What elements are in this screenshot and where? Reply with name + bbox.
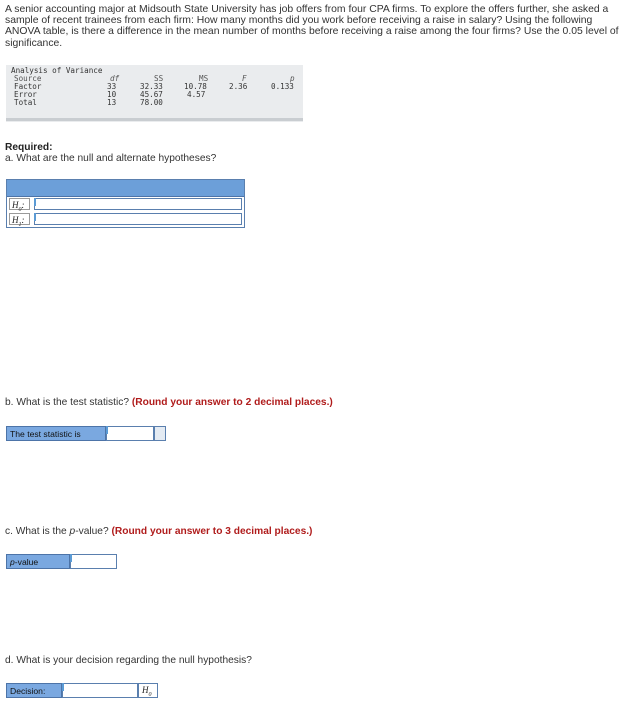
anova-row-error — [6, 90, 303, 98]
hypotheses-table-header — [7, 180, 244, 197]
p-value-label-suffix: -value — [14, 557, 39, 567]
question-c-note: (Round your answer to 3 decimal places.) — [111, 526, 313, 537]
question-a: a. What are the null and alternate hypotheses? — [5, 153, 217, 164]
anova-table — [6, 65, 303, 122]
header-df: df — [110, 74, 120, 83]
p-value-label-italic: p — [10, 557, 15, 567]
decision-h0-label — [138, 683, 158, 698]
cell-ss: 45.67 — [140, 90, 163, 99]
anova-header-row — [6, 74, 303, 82]
anova-title: Analysis of Variance — [11, 66, 103, 75]
header-ms: MS — [199, 74, 209, 83]
decision-select[interactable] — [62, 683, 138, 698]
cell-source: Error — [14, 90, 37, 99]
test-statistic-label: The test statistic is — [6, 426, 106, 441]
h1-row — [7, 212, 244, 226]
question-c-suffix: -value? — [75, 526, 109, 537]
decision-h-subscript: 0 — [148, 691, 152, 698]
header-p: p — [290, 74, 295, 83]
h1-letter: H — [12, 215, 19, 225]
required-heading: Required: — [5, 142, 53, 153]
cell-ms: 4.57 — [187, 90, 206, 99]
question-d: d. What is your decision regarding the null hypothesis? — [5, 655, 252, 666]
input-marker — [34, 213, 36, 221]
intro-line-1: A senior accounting major at Midsouth State University has job offers from four CPA firms. To explore the offers further, she asked a — [5, 4, 609, 15]
header-source: Source — [14, 74, 42, 83]
cell-df: 10 — [107, 90, 117, 99]
anova-bottom-rule — [6, 118, 303, 121]
h1-label: $H_1$: — [9, 213, 30, 225]
h1-input[interactable] — [34, 213, 242, 225]
decision-label: Decision: — [6, 683, 62, 698]
question-b-note: (Round your answer to 2 decimal places.) — [131, 397, 333, 408]
h0-letter: H — [12, 200, 19, 210]
intro-line-3: ANOVA table, is there a difference in the mean number of months before receiving a raise among the four firms? Use the 0.05 level of — [5, 26, 619, 38]
question-c — [5, 526, 312, 537]
problem-statement — [5, 4, 633, 49]
cell-ss: 32.33 — [140, 82, 163, 91]
p-value-label — [6, 554, 70, 569]
h1-subscript: 1 — [18, 221, 22, 228]
question-b — [5, 397, 333, 408]
hypotheses-table — [6, 179, 245, 228]
input-marker — [106, 426, 108, 434]
question-c-italic: p — [69, 526, 76, 537]
header-f: F — [242, 74, 247, 83]
test-statistic-unit-box — [154, 426, 166, 441]
p-value-input[interactable] — [70, 554, 117, 569]
cell-source: Total — [14, 98, 37, 107]
cell-df: 33 — [107, 82, 117, 91]
cell-p: 0.133 — [271, 82, 294, 91]
decision-h-letter: H — [142, 685, 149, 695]
intro-line-2: sample of recent trainees from each firm: How many months did you work before receiving a raise in salary? Using the following — [5, 15, 593, 27]
input-marker — [62, 683, 64, 691]
input-marker — [70, 554, 72, 562]
cell-df: 13 — [107, 98, 117, 107]
cell-ms: 10.78 — [184, 82, 207, 91]
cell-f: 2.36 — [229, 82, 248, 91]
h0-input[interactable] — [34, 198, 242, 210]
question-b-text: b. What is the test statistic? — [5, 397, 129, 408]
anova-row-total — [6, 98, 303, 106]
anova-row-factor — [6, 82, 303, 90]
input-marker — [34, 198, 36, 206]
header-ss: SS — [154, 74, 164, 83]
cell-source: Factor — [14, 82, 42, 91]
test-statistic-input[interactable] — [106, 426, 154, 441]
h0-subscript: 0 — [18, 206, 22, 213]
intro-line-4: significance. — [5, 37, 63, 49]
cell-ss: 78.00 — [140, 98, 163, 107]
h0-row — [7, 197, 244, 211]
h0-label: $H_0$: — [9, 198, 30, 210]
question-c-prefix: c. What is the — [5, 526, 70, 537]
